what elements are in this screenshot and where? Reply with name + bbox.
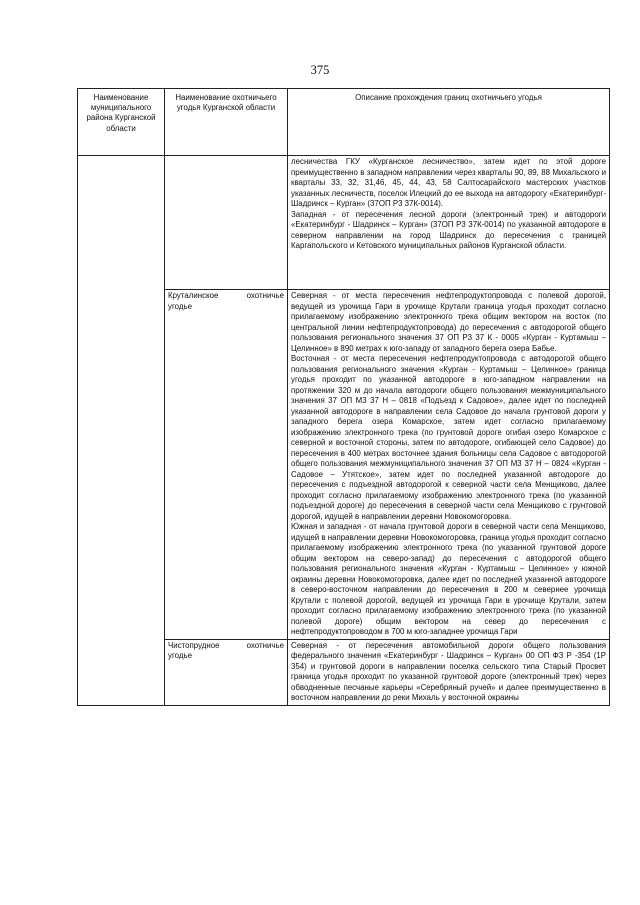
boundary-description-cell — [288, 639, 610, 705]
hunting-ground-name-cell: Чистопрудное охотничье угодье — [165, 639, 288, 705]
description-paragraph: Восточная - от места пересечения нефтепродуктопровода с автодорогой общего пользования регионального значения «Курган - Куртамыш – Целинное» граница угодья проходит по указанной автодороге в юго-западном направлении на протяжении 320 м до начала автодороги общего пользования межмуниципального значения 37 ОП М3 37 Н – 0818 «Подъезд к Садовое», далее идет по последней указанной автодороге в направлении села Садовое до начала грунтовой дороги у западного берега озера Комарское, затем идет согласно прилагаемому изображению электронного трека (по грунтовой дороге огибая озеро Комарское с северной и восточной стороны, затем по автодороге, огибающей село Садовое) до пересечения в 400 метрах восточнее здания больницы села Садовое с автодорогой общего пользования межмуниципального значения 37 ОП М3 37 Н – 0824 «Курган - Садовое – Утятское», затем идет по последней указанной автодороге до пересечения с подъездной автодорогой к северной части села Менщиково, далее проходит согласно прилагаемому изображению электронного трека (по указанной подъездной дороге) до пересечения в северной части села Менщиково с грунтовой дорогой, идущей в направлении деревни Новокомогоровка. — [291, 354, 606, 521]
hunting-grounds-table — [77, 88, 610, 706]
table-header-row — [78, 89, 610, 156]
boundary-description-cell — [288, 290, 610, 640]
district-cell — [78, 156, 165, 706]
description-paragraph: лесничества ГКУ «Курганское лесничество», затем идет по этой дороге преимущественно в западном направлении через кварталы 90, 89, 88 Михальского и кварталы 33, 32, 31,46, 45, 44, 43, 58 Салтосарайского мастерских участков указанных лесничеств, поселок Илецкий до ее выхода на автодорогу «Екатеринбург-Шадринск – Курган» (37ОП Р3 37К-0014). — [291, 157, 606, 208]
description-paragraph: Южная и западная - от начала грунтовой дороги в северной части села Менщиково, идущей в направлении деревни Новокомогоровка, граница угодья проходит согласно прилагаемому изображению электронного трека (по указанной грунтовой дороге общим вектором на северо-запад) до пересечения с автодорогой общего пользования регионального значения «Курган - Куртамыш – Целинное» у южной окраины деревни Новокомогоровка, далее идет по последней указанной автодороге в северо-восточном направлении до пересечения в 200 м севернее урочища Крутали с полевой дорогой, ведущей из урочища Гари в урочище Крутали, затем проходит согласно прилагаемому изображению электронного трека (по указанной полевой дороге) общим вектором на север до пересечения с нефтепродуктопроводом в 700 м юго-западнее урочища Гари — [291, 522, 606, 636]
hunting-ground-name-cell — [165, 156, 288, 290]
description-paragraph: Северная - от пересечения автомобильной дороги общего пользования федерального значения «Екатеринбург - Шадринск – Курган» 00 ОП ФЗ Р -354 (1Р 354) и грунтовой дороги в направлении поселка сельского типа Старый Просвет граница угодья проходит по указанной грунтовой дороге (электронный трек) через обводненные песчаные карьеры «Серебряный ручей» и далее преимущественно в восточном направлении до реки Михаль у восточной окраины — [291, 640, 606, 702]
header-district: Наименование муниципального района Курганской области — [78, 89, 165, 156]
description-paragraph: Северная - от места пересечения нефтепродуктопровода с полевой дорогой, ведущей из урочища Гари в урочище Крутали граница угодья проходит согласно прилагаемому изображению электронного трека общим вектором на восток (по центральной линии нефтепродуктопровода) до пересечения с автодорогой общего пользования регионального значения 37 ОП Р3 37 К - 0005 «Курган - Куртамыш – Целинное» в 890 метрах к юго-западу от западного берега озера Бабье. — [291, 291, 606, 353]
page-number: 375 — [310, 63, 330, 77]
header-hunting-ground: Наименование охотничьего угодья Курганской области — [165, 89, 288, 156]
table-row — [78, 156, 610, 290]
hunting-ground-name-cell: Круталинское охотничье угодье — [165, 290, 288, 640]
boundary-description-cell — [288, 156, 610, 290]
description-paragraph: Западная - от пересечения лесной дороги (электронный трек) и автодороги «Екатеринбург - Шадринск – Курган» (37ОП Р3 37К-0014) по указанной автодороге в северном направлении на город Шадринск до пересечения с границей Каргапольского и Кетовского муниципальных районов Курганской области. — [291, 209, 606, 250]
header-boundary-description: Описание прохождения границ охотничьего угодья — [288, 89, 610, 156]
